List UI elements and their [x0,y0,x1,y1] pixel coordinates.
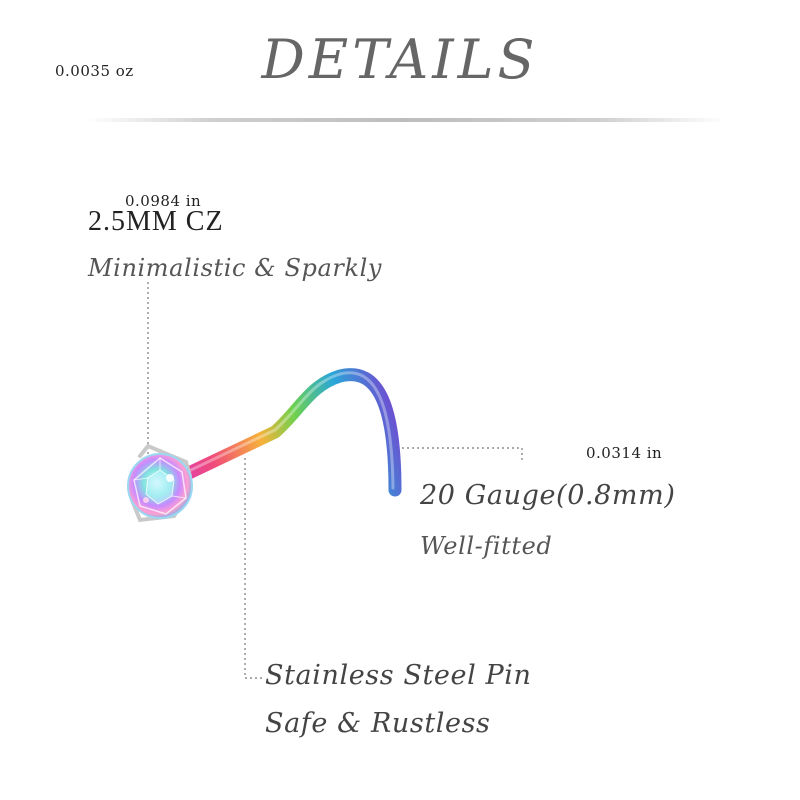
title-divider [85,118,725,122]
stone-size-label: 0.0984 in [125,192,202,210]
stone-heading: 2.5MM CZ [88,206,224,237]
gauge-tagline: Well-fitted [420,532,553,560]
gauge-heading: 20 Gauge(0.8mm) [420,480,676,511]
cz-gemstone [128,454,192,518]
gauge-size-label: 0.0314 in [586,444,663,462]
weight-label: 0.0035 oz [55,62,134,80]
pin-shaft [170,375,395,490]
pin-tagline: Safe & Rustless [265,708,491,739]
pin-heading: Stainless Steel Pin [265,660,532,691]
stone-tagline: Minimalistic & Sparkly [88,254,383,282]
page-title: DETAILS [261,28,539,91]
